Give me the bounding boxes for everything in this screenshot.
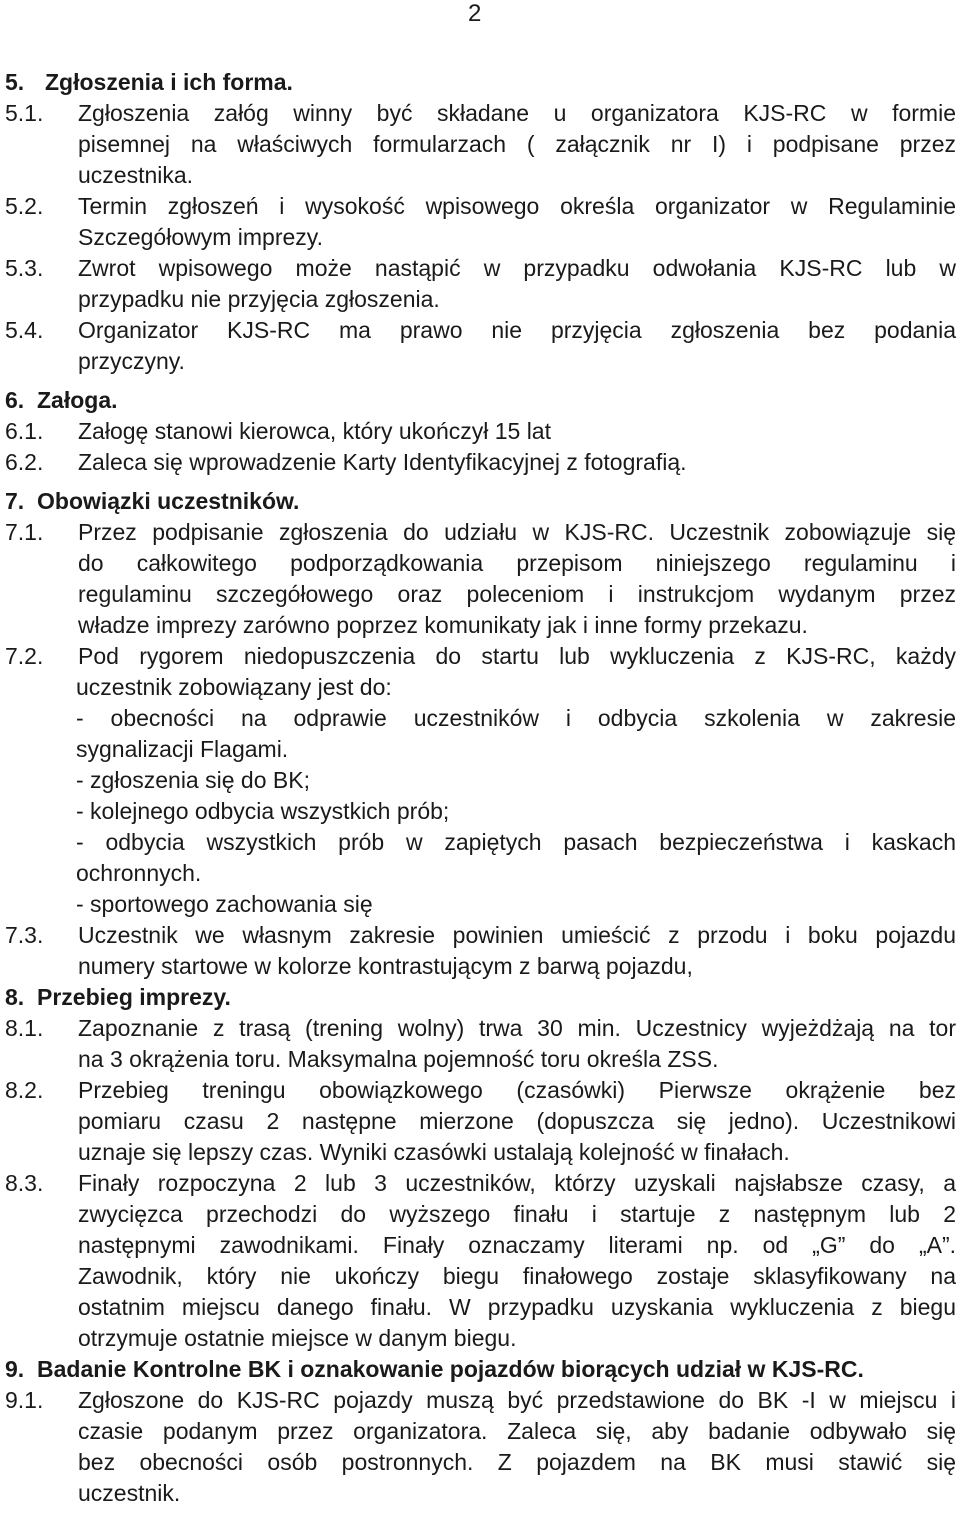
text-line [5, 222, 956, 253]
text-line [5, 253, 956, 284]
line-text: pomiaru czasu 2 następne mierzone (dopuszcza się jedno). Uczestnikowi [78, 1108, 956, 1134]
line-text: - zgłoszenia się do BK; [76, 767, 310, 793]
text-line [5, 579, 956, 610]
text-line [5, 796, 956, 827]
text-line [5, 284, 956, 315]
item-number: 8.1. [5, 1015, 44, 1041]
line-text: Przebieg imprezy. [37, 984, 231, 1010]
item-number: 5. [5, 69, 25, 95]
line-text: Zwrot wpisowego może nastąpić w przypadku odwołania KJS-RC lub w [78, 255, 956, 281]
line-text: Finały rozpoczyna 2 lub 3 uczestników, którzy uzyskali najsłabsze czasy, a [78, 1170, 956, 1196]
item-number: 5.2. [5, 193, 44, 219]
line-text: Przebieg treningu obowiązkowego (czasówki) Pierwsze okrążenie bez [78, 1077, 956, 1103]
section-heading [5, 486, 956, 517]
line-text: Przez podpisanie zgłoszenia do udziału w KJS-RC. Uczestnik zobowiązuje się [78, 519, 956, 545]
item-number: 6. [5, 387, 25, 413]
text-line [5, 951, 956, 982]
text-line [5, 548, 956, 579]
line-text: zwycięzca przechodzi do wyższego finału i startuje z następnym lub 2 [78, 1201, 956, 1227]
line-text: - obecności na odprawie uczestników i odbycia szkolenia w zakresie [76, 705, 956, 731]
text-line [5, 191, 956, 222]
item-number: 6.2. [5, 449, 44, 475]
text-line [5, 1292, 956, 1323]
text-line [5, 315, 956, 346]
line-text: następnymi zawodnikami. Finały oznaczamy literami np. od „G” do „A”. [78, 1232, 956, 1258]
item-number: 7. [5, 488, 25, 514]
line-text: czasie podanym przez organizatora. Zaleca się, aby badanie odbywało się [78, 1418, 956, 1444]
line-text: ostatnim miejscu danego finału. W przypadku uzyskania wykluczenia z biegu [78, 1294, 956, 1320]
line-text: uczestnik zobowiązany jest do: [76, 674, 392, 700]
line-text: bez obecności osób postronnych. Z pojazdem na BK musi stawić się [78, 1449, 956, 1475]
section-heading [5, 385, 956, 416]
line-text: władze imprezy zarówno poprzez komunikaty jak i inne formy przekazu. [78, 612, 808, 638]
text-line [5, 1261, 956, 1292]
text-line [5, 447, 956, 478]
item-number: 7.3. [5, 922, 44, 948]
line-text: regulaminu szczegółowego oraz poleceniom i instrukcjom wydanym przez [78, 581, 956, 607]
line-text: Zaleca się wprowadzenie Karty Identyfikacyjnej z fotografią. [78, 449, 687, 475]
line-text: Zgłoszone do KJS-RC pojazdy muszą być przedstawione do BK -I w miejscu i [78, 1387, 956, 1413]
text-line [5, 827, 956, 858]
text-line [5, 858, 956, 889]
line-text: ochronnych. [76, 860, 202, 886]
item-number: 8.2. [5, 1077, 44, 1103]
line-text: Obowiązki uczestników. [37, 488, 300, 514]
text-line [5, 1199, 956, 1230]
text-line [5, 1168, 956, 1199]
text-line [5, 1416, 956, 1447]
item-number: 5.3. [5, 255, 44, 281]
line-text: - kolejnego odbycia wszystkich prób; [76, 798, 450, 824]
line-text: do całkowitego podporządkowania przepisom niniejszego regulaminu i [78, 550, 956, 576]
text-line [5, 1137, 956, 1168]
spacer [5, 478, 956, 486]
text-line [5, 889, 956, 920]
text-line [5, 416, 956, 447]
text-line [5, 1075, 956, 1106]
line-text: uczestnik. [78, 1480, 181, 1506]
line-text: Termin zgłoszeń i wysokość wpisowego określa organizator w Regulaminie [78, 193, 956, 219]
text-line [5, 1385, 956, 1416]
text-line [5, 129, 956, 160]
line-text: - sportowego zachowania się [76, 891, 373, 917]
spacer [5, 377, 956, 385]
text-line [5, 1323, 956, 1354]
text-line [5, 641, 956, 672]
page-number: 2 [468, 0, 482, 27]
document-body [5, 67, 956, 1509]
text-line [5, 517, 956, 548]
section-heading [5, 982, 956, 1013]
text-line [5, 346, 956, 377]
line-text: numery startowe w kolorze kontrastującym z barwą pojazdu, [78, 953, 693, 979]
line-text: Załogę stanowi kierowca, który ukończył 15 lat [78, 418, 551, 444]
item-number: 7.2. [5, 643, 44, 669]
text-line [5, 765, 956, 796]
line-text: - odbycia wszystkich prób w zapiętych pasach bezpieczeństwa i kaskach [76, 829, 956, 855]
line-text: przypadku nie przyjęcia zgłoszenia. [78, 286, 440, 312]
line-text: Zawodnik, który nie ukończy biegu finałowego zostaje sklasyfikowany na [78, 1263, 956, 1289]
text-line [5, 1044, 956, 1075]
text-line [5, 98, 956, 129]
line-text: na 3 okrążenia toru. Maksymalna pojemność toru określa ZSS. [78, 1046, 719, 1072]
text-line [5, 1230, 956, 1261]
text-line [5, 672, 956, 703]
item-number: 5.1. [5, 100, 44, 126]
text-line [5, 703, 956, 734]
item-number: 7.1. [5, 519, 44, 545]
text-line [5, 160, 956, 191]
section-heading [5, 67, 956, 98]
item-number: 5.4. [5, 317, 44, 343]
line-text: otrzymuje ostatnie miejsce w danym biegu. [78, 1325, 517, 1351]
text-line [5, 1013, 956, 1044]
text-line [5, 610, 956, 641]
line-text: Zgłoszenia i ich forma. [45, 69, 293, 95]
line-text: Uczestnik we własnym zakresie powinien umieścić z przodu i boku pojazdu [78, 922, 956, 948]
line-text: Szczegółowym imprezy. [78, 224, 323, 250]
line-text: uznaje się lepszy czas. Wyniki czasówki ustalają kolejność w finałach. [78, 1139, 790, 1165]
line-text: Zapoznanie z trasą (trening wolny) trwa 30 min. Uczestnicy wyjeżdżają na tor [78, 1015, 956, 1041]
text-line [5, 920, 956, 951]
line-text: sygnalizacji Flagami. [76, 736, 289, 762]
item-number: 9.1. [5, 1387, 44, 1413]
line-text: pisemnej na właściwych formularzach ( załącznik nr I) i podpisane przez [78, 131, 956, 157]
line-text: Organizator KJS-RC ma prawo nie przyjęcia zgłoszenia bez podania [78, 317, 956, 343]
text-line [5, 1106, 956, 1137]
line-text: Badanie Kontrolne BK i oznakowanie pojazdów biorących udział w KJS-RC. [37, 1356, 864, 1382]
item-number: 8.3. [5, 1170, 44, 1196]
line-text: Załoga. [37, 387, 118, 413]
item-number: 9. [5, 1356, 25, 1382]
text-line [5, 1447, 956, 1478]
line-text: Pod rygorem niedopuszczenia do startu lub wykluczenia z KJS-RC, każdy [78, 643, 956, 669]
section-heading [5, 1354, 956, 1385]
text-line [5, 734, 956, 765]
text-line [5, 1478, 956, 1509]
line-text: przyczyny. [78, 348, 185, 374]
item-number: 6.1. [5, 418, 44, 444]
line-text: uczestnika. [78, 162, 194, 188]
line-text: Zgłoszenia załóg winny być składane u organizatora KJS-RC w formie [78, 100, 956, 126]
item-number: 8. [5, 984, 25, 1010]
